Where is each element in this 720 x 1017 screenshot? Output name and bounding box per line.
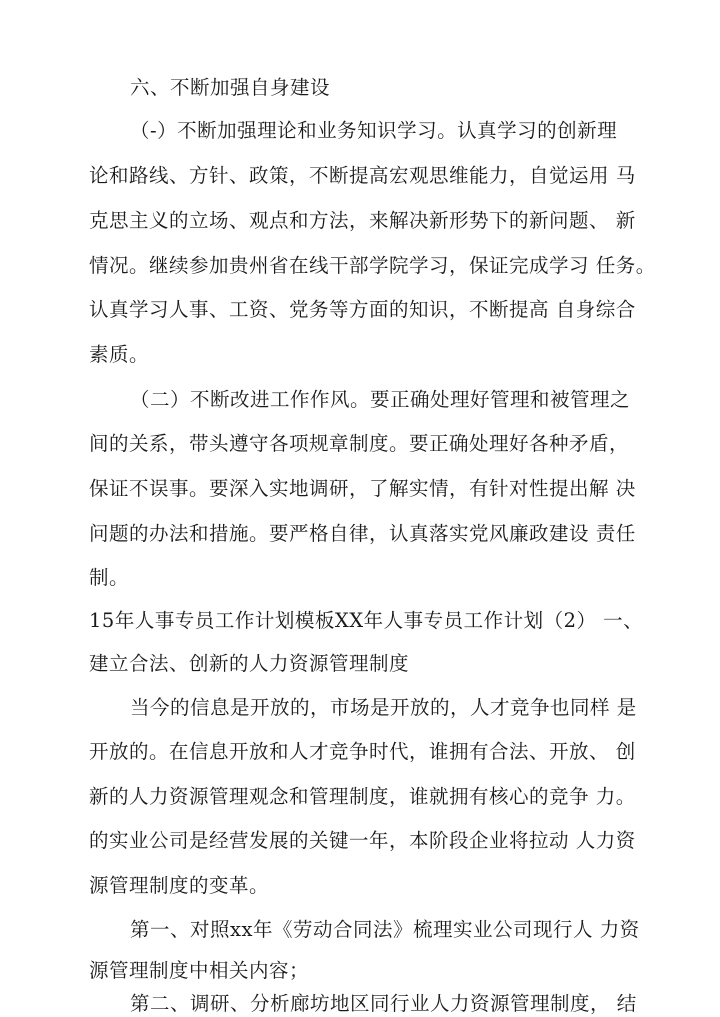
paragraph-2-line: 制。: [89, 566, 130, 589]
paragraph-5-line: 第二、调研、分析廊坊地区同行业人力资源管理制度， 结: [130, 992, 637, 1015]
section-heading: 六、不断加强自身建设: [130, 76, 331, 99]
paragraph-1-line: 情况。继续参加贵州省在线干部学院学习，保证完成学习 任务。: [89, 254, 656, 277]
paragraph-2-line: 问题的办法和措施。要严格自律，认真落实党风廉政建设 责任: [89, 522, 636, 545]
paragraph-4-line: 第一、对照xx年《劳动合同法》梳理实业公司现行人 力资: [130, 918, 640, 941]
paragraph-1-line: 素质。: [89, 343, 150, 366]
paragraph-1-line: 论和路线、方针、政策，不断提高宏观思维能力，自觉运用 马: [89, 164, 636, 187]
paragraph-3-line: 当今的信息是开放的，市场是开放的，人才竞争也同样 是: [130, 696, 637, 719]
paragraph-2-line: 保证不误事。要深入实地调研，了解实情，有针对性提出解 决: [89, 477, 636, 500]
document-title-line: 15年人事专员工作计划模板XX年人事专员工作计划（2） 一、: [89, 609, 644, 632]
paragraph-1-line: 认真学习人事、工资、党务等方面的知识，不断提高 自身综合: [89, 298, 636, 321]
paragraph-1-line: （-）不断加强理论和业务知识学习。认真学习的创新理: [130, 119, 618, 142]
paragraph-3-line: 源管理制度的变革。: [89, 874, 270, 897]
paragraph-4-line: 源管理制度中相关内容；: [89, 959, 310, 982]
paragraph-3-line: 开放的。在信息开放和人才竞争时代，谁拥有合法、开放、 创: [89, 740, 636, 763]
paragraph-2-line: （二）不断改进工作作风。要正确处理好管理和被管理之: [130, 388, 631, 411]
paragraph-1-line: 克思主义的立场、观点和方法，来解决新形势下的新问题、 新: [89, 209, 636, 232]
paragraph-2-line: 间的关系，带头遵守各项规章制度。要正确处理好各种矛盾，: [89, 432, 630, 455]
paragraph-3-line: 的实业公司是经营发展的关键一年，本阶段企业将拉动 人力资: [89, 829, 636, 852]
paragraph-3-line: 新的人力资源管理观念和管理制度，谁就拥有核心的竞争 力。: [89, 785, 636, 808]
document-title-line: 建立合法、创新的人力资源管理制度: [89, 652, 410, 675]
